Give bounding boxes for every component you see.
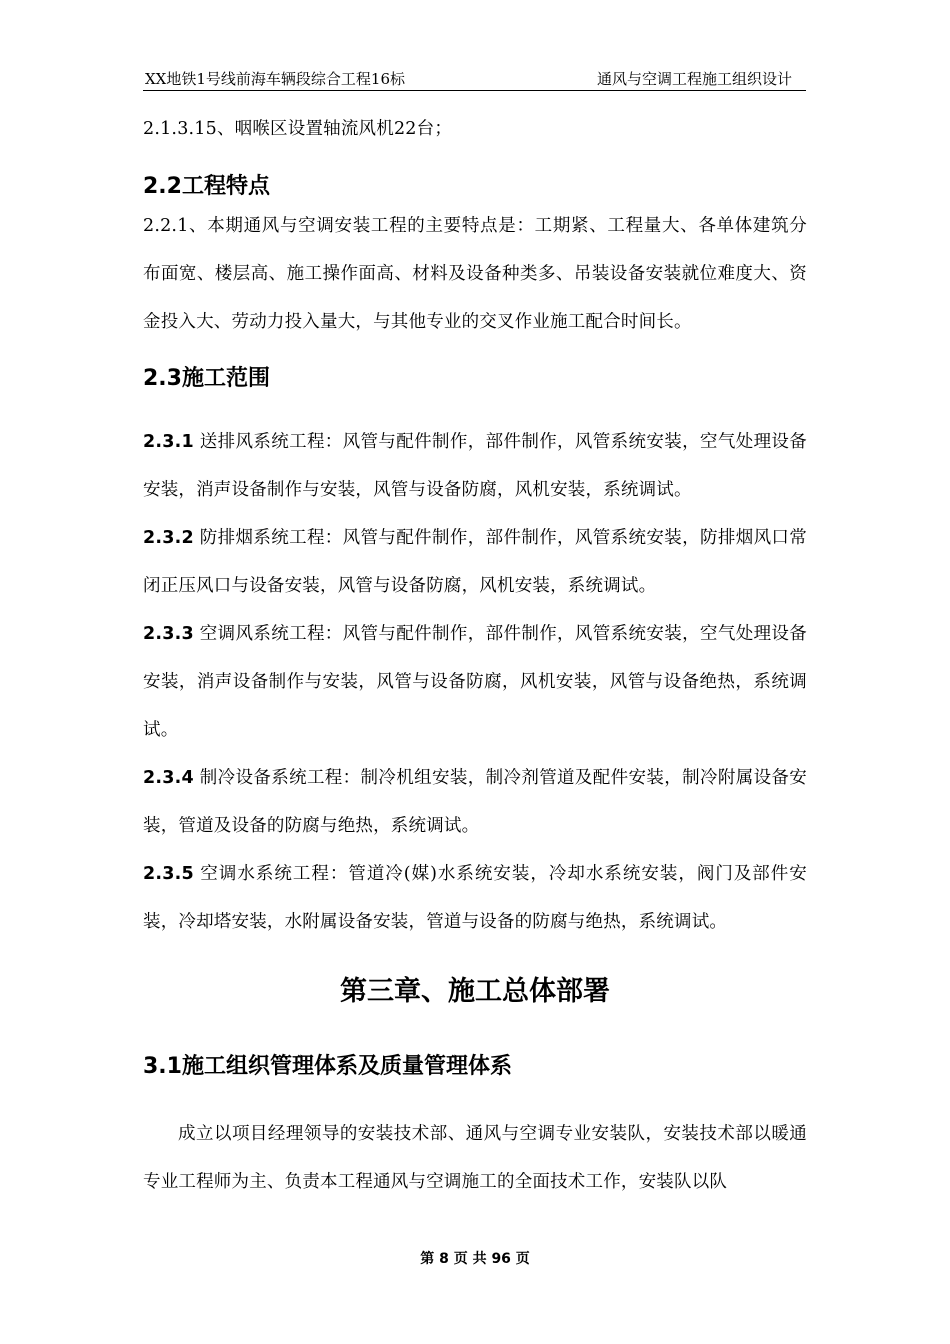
para-2-3-3-text: 空调风系统工程：风管与配件制作，部件制作，风管系统安装，空气处理设备安装，消声设备制作与安装，风管与设备防腐，风机安装，风管与设备绝热，系统调试。 <box>143 624 807 740</box>
page-body <box>143 100 807 1206</box>
chapter-3-title: 第三章、施工总体部署 <box>340 976 610 1007</box>
para-2-3-2-number: 2.3.2 <box>143 528 194 548</box>
section-3-1-title: 3.1施工组织管理体系及质量管理体系 <box>143 1054 512 1079</box>
para-3-1: 成立以项目经理领导的安装技术部、通风与空调专业安装队，安装技术部以暖通专业工程师为主、负责本工程通风与空调施工的全面技术工作，安装队以队 <box>143 1124 807 1192</box>
para-2-3-5 <box>143 850 807 946</box>
para-2-3-1-text: 送排风系统工程：风管与配件制作，部件制作，风管系统安装，空气处理设备安装，消声设备制作与安装，风管与设备防腐，风机安装，系统调试。 <box>143 432 807 500</box>
page-number-footer: 第 8 页 共 96 页 <box>420 1251 530 1267</box>
section-2-2-title: 2.2工程特点 <box>143 174 270 199</box>
header-document-title: 通风与空调工程施工组织设计 <box>596 70 792 88</box>
para-2-3-5-number: 2.3.5 <box>143 864 194 884</box>
para-2-3-1 <box>143 418 807 514</box>
para-2-3-4-number: 2.3.4 <box>143 768 194 788</box>
section-2-3-title: 2.3施工范围 <box>143 366 270 391</box>
header-project-title: XX地铁1号线前海车辆段综合工程16标 <box>145 70 405 88</box>
para-2-3-4 <box>143 754 807 850</box>
para-2-3-3-number: 2.3.3 <box>143 624 194 644</box>
para-2-2-1: 2.2.1、本期通风与空调安装工程的主要特点是：工期紧、工程量大、各单体建筑分布面宽、楼层高、施工操作面高、材料及设备种类多、吊装设备安装就位难度大、资金投入大、劳动力投入量大，与其他专业的交叉作业施工配合时间长。 <box>143 216 807 332</box>
page-header <box>143 66 806 91</box>
para-2-3-3 <box>143 610 807 754</box>
para-2-3-5-text: 空调水系统工程：管道冷(媒)水系统安装，冷却水系统安装，阀门及部件安装，冷却塔安装，水附属设备安装，管道与设备的防腐与绝热，系统调试。 <box>143 864 807 932</box>
para-2-3-1-number: 2.3.1 <box>143 432 194 452</box>
para-2-3-4-text: 制冷设备系统工程：制冷机组安装，制冷剂管道及配件安装，制冷附属设备安装，管道及设备的防腐与绝热，系统调试。 <box>143 768 807 836</box>
para-2-3-2 <box>143 514 807 610</box>
item-2-1-3-15: 2.1.3.15、咽喉区设置轴流风机22台； <box>143 119 453 139</box>
para-2-3-2-text: 防排烟系统工程：风管与配件制作，部件制作，风管系统安装，防排烟风口常闭正压风口与设备安装，风管与设备防腐，风机安装，系统调试。 <box>143 528 807 596</box>
